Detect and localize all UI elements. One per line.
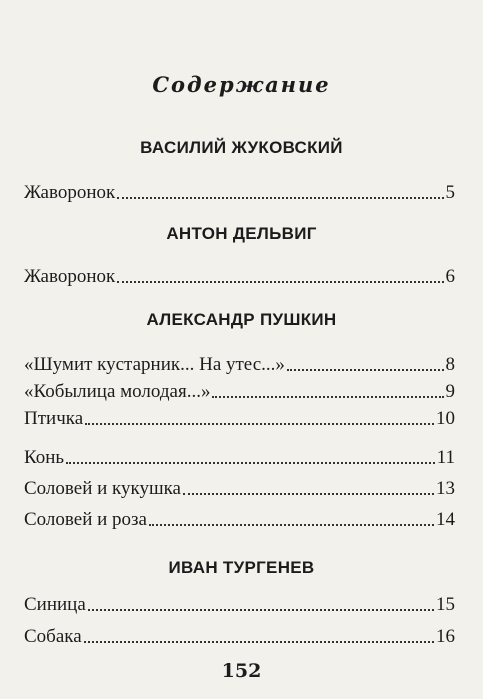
entry-page: 13: [436, 478, 455, 499]
toc-entry[interactable]: [24, 445, 455, 469]
entry-page: 11: [436, 447, 455, 468]
contents-title: Содержание: [152, 72, 331, 97]
entry-title: Жаворонок: [24, 182, 116, 203]
dot-leader: [212, 395, 443, 398]
toc-entry[interactable]: [24, 507, 455, 531]
dot-leader: [85, 422, 434, 425]
toc-entry[interactable]: [24, 180, 455, 204]
dot-leader: [88, 608, 434, 611]
entry-title: Соловей и кукушка: [24, 478, 181, 499]
entry-page: 15: [436, 594, 455, 615]
dot-leader: [117, 280, 443, 283]
entry-title: Птичка: [24, 408, 84, 429]
page-number: 152: [221, 660, 262, 682]
entry-page: 16: [436, 626, 455, 647]
entry-title: Соловей и роза: [24, 509, 147, 530]
entry-page: 10: [436, 408, 455, 429]
entry-page: 8: [445, 354, 455, 375]
author-heading: АНТОН ДЕЛЬВИГ: [166, 224, 317, 243]
toc-entry[interactable]: [24, 624, 455, 648]
author-heading: ИВАН ТУРГЕНЕВ: [168, 558, 315, 577]
dot-leader: [117, 196, 443, 199]
entry-title: «Кобылица молодая...»: [24, 381, 211, 402]
dot-leader: [149, 523, 434, 526]
dot-leader: [287, 368, 444, 371]
author-heading: АЛЕКСАНДР ПУШКИН: [146, 310, 337, 329]
toc-entry[interactable]: [24, 379, 455, 403]
entry-title: «Шумит кустарник... На утес...»: [24, 354, 285, 375]
toc-entry[interactable]: [24, 476, 455, 500]
author-heading: ВАСИЛИЙ ЖУКОВСКИЙ: [140, 138, 343, 157]
toc-entry[interactable]: [24, 592, 455, 616]
entry-page: 6: [445, 266, 455, 287]
entry-page: 5: [445, 182, 455, 203]
dot-leader: [183, 492, 434, 495]
toc-entry[interactable]: [24, 264, 455, 288]
entry-title: Конь: [24, 447, 65, 468]
toc-entry[interactable]: [24, 406, 455, 430]
dot-leader: [84, 640, 434, 643]
entry-title: Жаворонок: [24, 266, 116, 287]
entry-page: 14: [436, 509, 455, 530]
entry-title: Собака: [24, 626, 82, 647]
entry-page: 9: [445, 381, 455, 402]
entry-title: Синица: [24, 594, 86, 615]
toc-entry[interactable]: [24, 352, 455, 376]
dot-leader: [66, 461, 435, 464]
